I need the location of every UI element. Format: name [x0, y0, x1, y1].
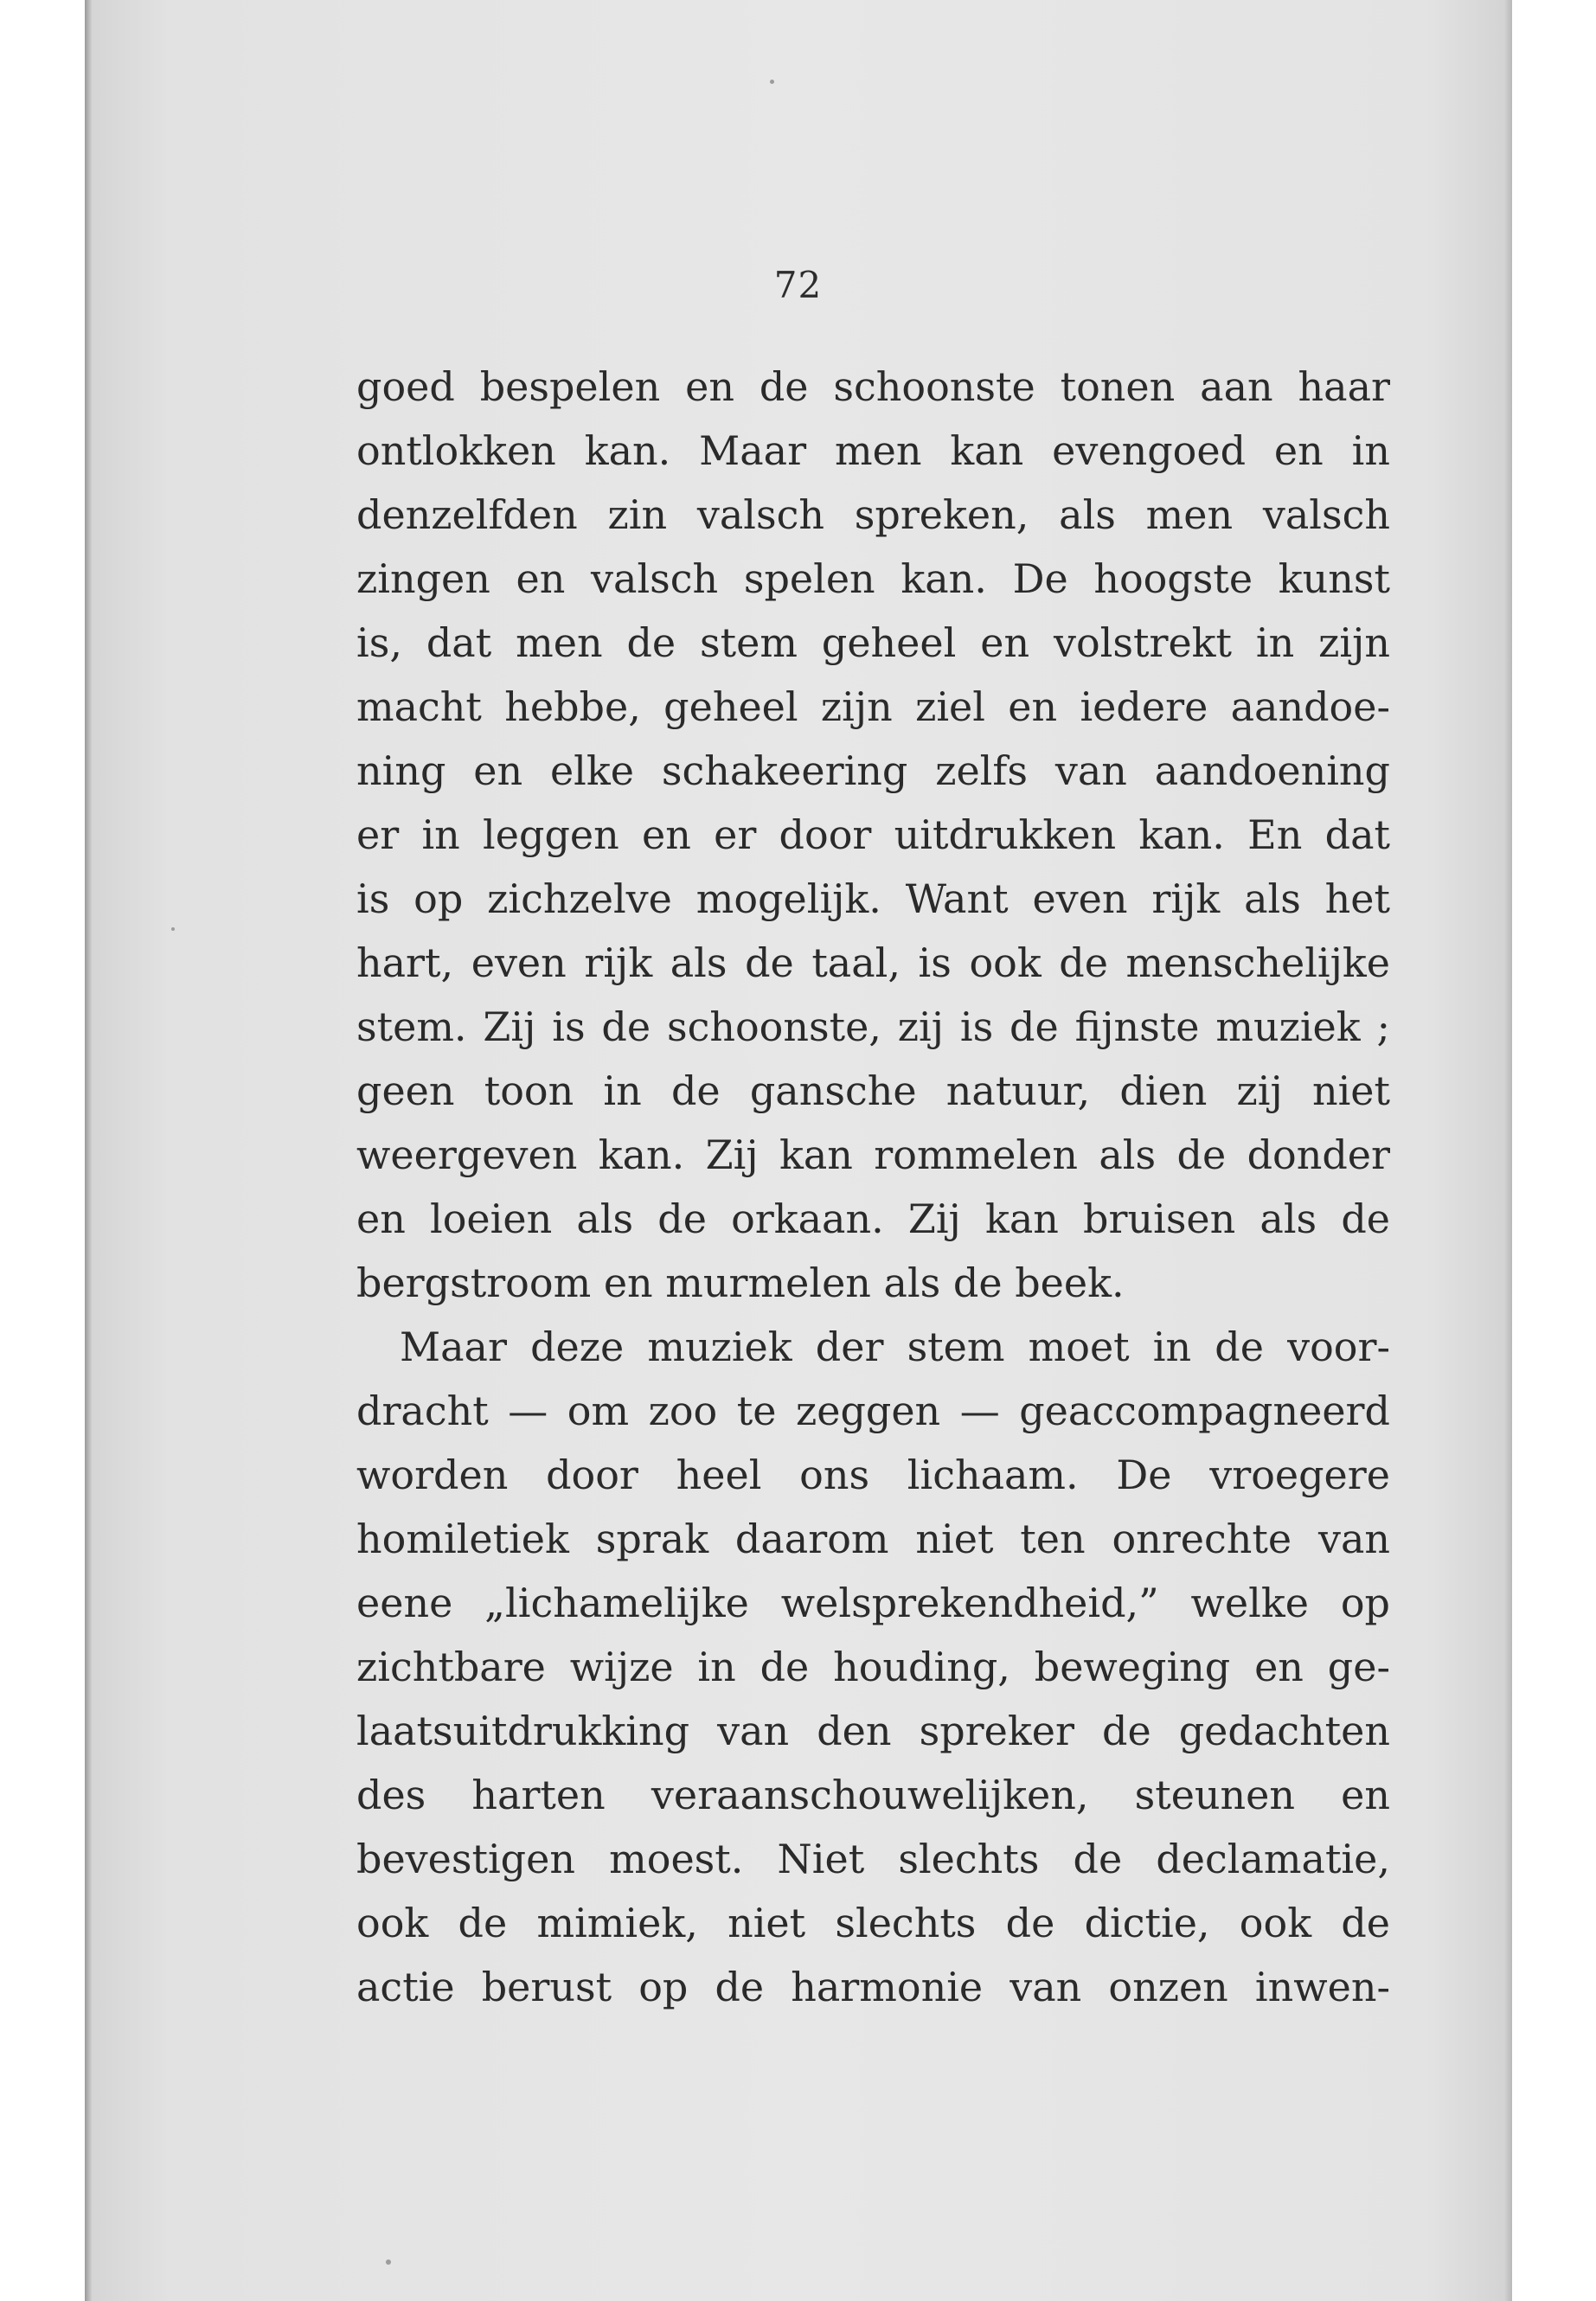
- text-line: en loeien als de orkaan. Zij kan bruisen als de: [356, 1195, 1390, 1242]
- text-line: zichtbare wijze in de houding, beweging en ge-: [356, 1644, 1390, 1690]
- text-line: goed bespelen en de schoonste tonen aan haar: [356, 363, 1390, 410]
- text-line: eene „lichamelijke welsprekendheid,” welke op: [356, 1580, 1390, 1626]
- text-line: homiletiek sprak daarom niet ten onrechte van: [356, 1516, 1390, 1562]
- text-line: ook de mimiek, niet slechts de dictie, ook de: [356, 1900, 1390, 1946]
- text-line: ning en elke schakeering zelfs van aandoening: [356, 747, 1390, 794]
- text-line: worden door heel ons lichaam. De vroegere: [356, 1452, 1390, 1498]
- text-line: is, dat men de stem geheel en volstrekt in zijn: [356, 619, 1390, 666]
- scan-margin-left: [0, 0, 85, 2301]
- text-line: geen toon in de gansche natuur, dien zij niet: [356, 1067, 1390, 1114]
- text-line: macht hebbe, geheel zijn ziel en iedere aandoe-: [356, 683, 1390, 730]
- page-edge-shadow: [1503, 0, 1512, 2301]
- text-line: stem. Zij is de schoonste, zij is de fijnste muziek ;: [356, 1003, 1390, 1050]
- text-line: des harten veraanschouwelijken, steunen en: [356, 1772, 1390, 1818]
- scan-margin-right: [1512, 0, 1596, 2301]
- text-line: bevestigen moest. Niet slechts de declamatie,: [356, 1836, 1390, 1882]
- text-line: hart, even rijk als de taal, is ook de menschelijke: [356, 939, 1390, 986]
- paper-speck: [386, 2259, 391, 2265]
- text-line: zingen en valsch spelen kan. De hoogste kunst: [356, 555, 1390, 602]
- paper-speck: [171, 927, 175, 931]
- text-line: weergeven kan. Zij kan rommelen als de donder: [356, 1131, 1390, 1178]
- text-line: ontlokken kan. Maar men kan evengoed en in: [356, 427, 1390, 474]
- text-line: dracht — om zoo te zeggen — geaccompagneerd: [356, 1388, 1390, 1434]
- text-line-paragraph-end: bergstroom en murmelen als de beek.: [356, 1259, 1125, 1306]
- page-number: 72: [773, 264, 823, 306]
- text-line: actie berust op de harmonie van onzen inwen-: [356, 1964, 1390, 2010]
- paper-speck: [770, 80, 774, 84]
- text-line: denzelfden zin valsch spreken, als men valsch: [356, 491, 1390, 538]
- body-text: [356, 355, 1390, 2019]
- text-line-paragraph-start: Maar deze muziek der stem moet in de voor-: [400, 1324, 1390, 1370]
- text-line: er in leggen en er door uitdrukken kan. En dat: [356, 811, 1390, 858]
- page-spine-shadow: [85, 0, 92, 2301]
- text-line: is op zichzelve mogelijk. Want even rijk als het: [356, 875, 1390, 922]
- text-line: laatsuitdrukking van den spreker de gedachten: [356, 1708, 1390, 1754]
